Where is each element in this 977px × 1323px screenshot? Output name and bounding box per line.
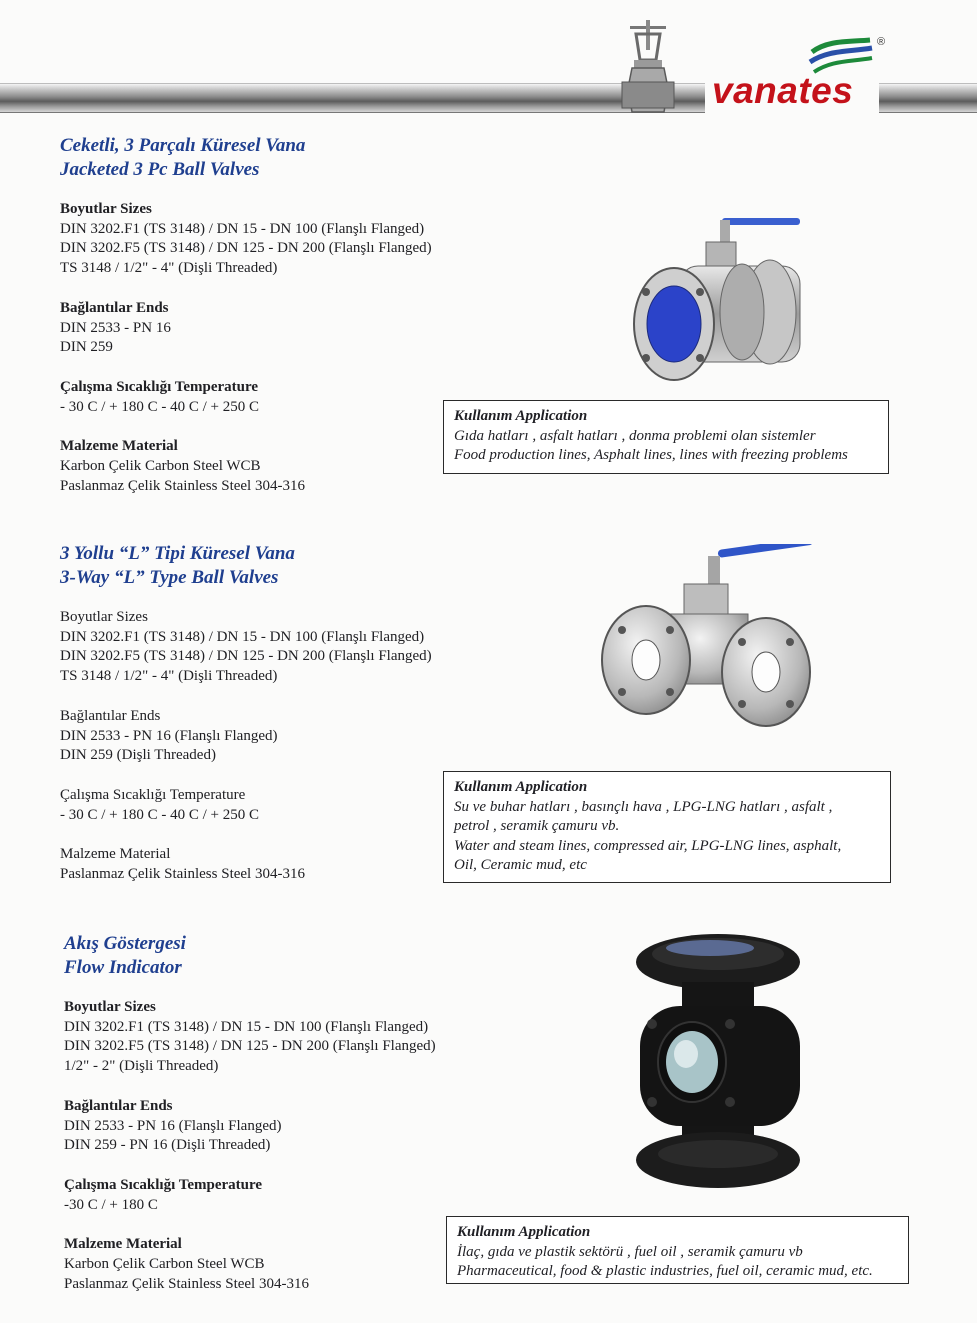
three-way-ball-valve-image: [598, 544, 818, 740]
title-english: 3-Way “L” Type Ball Valves: [60, 567, 279, 588]
spec-line: DIN 3202.F5 (TS 3148) / DN 125 - DN 200 (Flanşlı Flanged): [64, 1038, 436, 1055]
ends-heading: Bağlantılar Ends: [60, 707, 161, 724]
spec-line: TS 3148 / 1/2" - 4" (Dişli Threaded): [60, 260, 278, 277]
sizes-heading: Boyutlar Sizes: [60, 609, 148, 625]
application-heading: Kullanım Application: [454, 779, 588, 795]
brand-logo-text: vanates: [712, 70, 854, 111]
flow-indicator-image: [630, 932, 810, 1190]
application-line: petrol , seramik çamuru vb.: [454, 818, 620, 835]
sizes-heading: Boyutlar Sizes: [64, 999, 156, 1015]
title-english: Flow Indicator: [64, 957, 182, 978]
application-line: Pharmaceutical, food & plastic industries, fuel oil, ceramic mud, etc.: [457, 1263, 873, 1280]
temperature-heading: Çalışma Sıcaklığı Temperature: [60, 378, 259, 395]
spec-line: DIN 2533 - PN 16 (Flanşlı Flanged): [60, 727, 278, 744]
application-heading: Kullanım Application: [457, 1224, 591, 1240]
application-heading: Kullanım Application: [454, 408, 588, 424]
temperature-heading: Çalışma Sıcaklığı Temperature: [64, 1176, 263, 1193]
temperature-heading: Çalışma Sıcaklığı Temperature: [60, 786, 246, 803]
spec-line: Paslanmaz Çelik Stainless Steel 304-316: [64, 1275, 309, 1292]
spec-line: -30 C / + 180 C: [64, 1196, 158, 1213]
spec-line: Karbon Çelik Carbon Steel WCB: [60, 458, 261, 475]
section-title: [60, 134, 305, 182]
application-box: [446, 1216, 909, 1284]
ends-heading: Bağlantılar Ends: [60, 299, 169, 316]
material-heading: Malzeme Material: [64, 1236, 182, 1253]
spec-line: - 30 C / + 180 C - 40 C / + 250 C: [60, 398, 260, 415]
application-line: Oil, Ceramic mud, etc: [454, 857, 587, 874]
title-english: Jacketed 3 Pc Ball Valves: [60, 159, 260, 180]
section-title: [60, 542, 295, 590]
spec-line: Paslanmaz Çelik Stainless Steel 304-316: [60, 866, 305, 883]
spec-line: TS 3148 / 1/2" - 4" (Dişli Threaded): [60, 668, 278, 685]
spec-block: [64, 998, 436, 1294]
spec-line: DIN 3202.F1 (TS 3148) / DN 15 - DN 100 (Flanşlı Flanged): [64, 1018, 429, 1035]
application-box: [443, 771, 891, 883]
spec-line: DIN 3202.F1 (TS 3148) / DN 15 - DN 100 (Flanşlı Flanged): [60, 628, 425, 645]
spec-line: DIN 259 - PN 16 (Dişli Threaded): [64, 1137, 271, 1154]
jacketed-ball-valve-image: [630, 212, 806, 388]
spec-line: DIN 3202.F1 (TS 3148) / DN 15 - DN 100 (Flanşlı Flanged): [60, 220, 425, 237]
material-heading: Malzeme Material: [60, 846, 171, 863]
gate-valve-icon: [618, 20, 678, 120]
spec-line: DIN 3202.F5 (TS 3148) / DN 125 - DN 200 (Flanşlı Flanged): [60, 240, 432, 257]
application-line: Food production lines, Asphalt lines, lines with freezing problems: [454, 447, 848, 464]
material-heading: Malzeme Material: [60, 438, 178, 455]
spec-line: - 30 C / + 180 C - 40 C / + 250 C: [60, 806, 260, 823]
registered-mark: ®: [877, 36, 886, 48]
spec-line: DIN 259 (Dişli Threaded): [60, 747, 216, 764]
spec-block: [60, 200, 432, 496]
spec-block: [60, 608, 432, 885]
spec-line: Paslanmaz Çelik Stainless Steel 304-316: [60, 477, 305, 494]
spec-line: DIN 259: [60, 339, 113, 356]
sizes-heading: Boyutlar Sizes: [60, 201, 152, 217]
application-box: [443, 400, 889, 474]
spec-line: DIN 2533 - PN 16 (Flanşlı Flanged): [64, 1117, 282, 1134]
spec-line: DIN 3202.F5 (TS 3148) / DN 125 - DN 200 (Flanşlı Flanged): [60, 648, 432, 665]
section-title: [64, 932, 186, 980]
application-line: İlaç, gıda ve plastik sektörü , fuel oil , seramik çamuru vb: [457, 1243, 803, 1260]
spec-line: Karbon Çelik Carbon Steel WCB: [64, 1256, 265, 1273]
title-turkish: 3 Yollu “L” Tipi Küresel Vana: [60, 543, 295, 564]
title-turkish: Akış Göstergesi: [64, 933, 186, 954]
application-line: Water and steam lines, compressed air, LPG-LNG lines, asphalt,: [454, 837, 842, 854]
application-line: Su ve buhar hatları , basınçlı hava , LPG-LNG hatları , asfalt ,: [454, 798, 833, 815]
ends-heading: Bağlantılar Ends: [64, 1097, 173, 1114]
application-line: Gıda hatları , asfalt hatları , donma problemi olan sistemler: [454, 427, 816, 444]
spec-line: 1/2" - 2" (Dişli Threaded): [64, 1058, 219, 1075]
title-turkish: Ceketli, 3 Parçalı Küresel Vana: [60, 135, 306, 156]
spec-line: DIN 2533 - PN 16: [60, 319, 171, 336]
